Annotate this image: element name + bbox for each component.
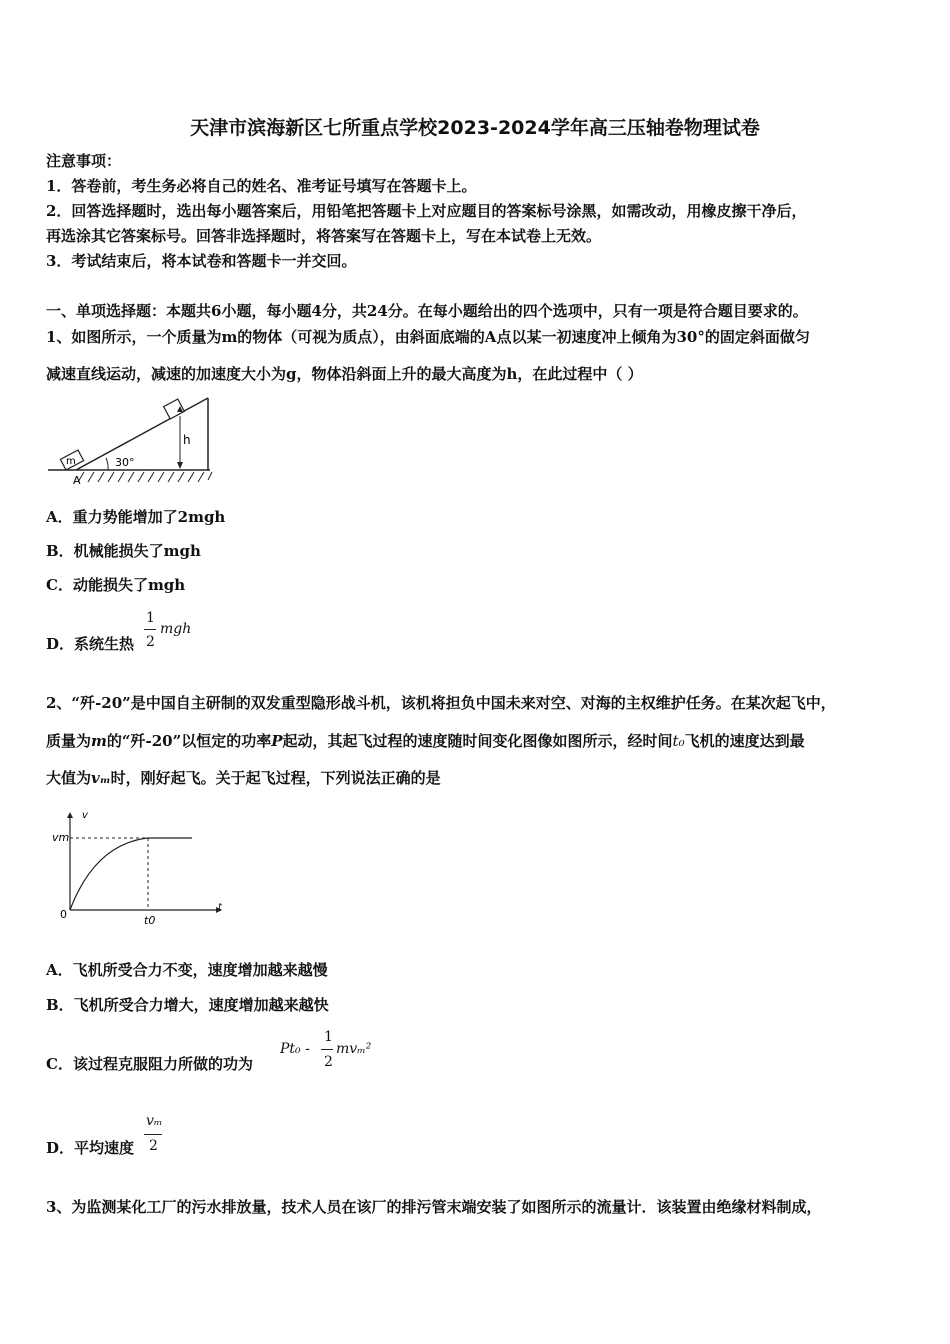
- q1-option-b: B．机械能损失了mgh: [46, 542, 201, 560]
- q1-d-denominator: 2: [146, 634, 155, 650]
- q2-c-leading: Pt₀ -: [280, 1041, 310, 1057]
- q2-var-vm: vₘ: [91, 769, 111, 787]
- q2-text: 大值为: [46, 769, 92, 787]
- q2-option-b: B．飞机所受合力增大，速度增加越来越快: [46, 996, 329, 1014]
- q2-option-a: A．飞机所受合力不变，速度增加越来越慢: [46, 961, 328, 979]
- height-label: h: [183, 433, 191, 447]
- q1-d-numerator: 1: [146, 610, 155, 626]
- q2-text: 的“歼-20”以恒定的功率: [106, 732, 272, 750]
- q2-option-d: D．平均速度: [46, 1139, 135, 1157]
- mass-label: m: [66, 456, 76, 467]
- origin-label: 0: [60, 908, 67, 921]
- q2-text: 飞机的速度达到最: [684, 732, 805, 750]
- q2-d-denominator: 2: [149, 1138, 158, 1154]
- notes-heading: 注意事项：: [46, 152, 122, 170]
- q1-option-d: D．系统生热: [46, 635, 135, 653]
- velocity-time-graph: [50, 806, 230, 928]
- fraction-bar: [144, 629, 156, 630]
- angle-label: 30°: [115, 456, 135, 469]
- t0-label: t0: [144, 914, 156, 927]
- q1-option-a: A．重力势能增加了2mgh: [46, 508, 226, 526]
- point-label: A: [73, 474, 81, 487]
- section-heading: 一、单项选择题：本题共6小题，每小题4分，共24分。在每小题给出的四个选项中，只有一项是符合题目要求的。: [46, 302, 808, 320]
- q2-var-p: P: [271, 732, 283, 750]
- q1-option-c: C．动能损失了mgh: [46, 576, 186, 594]
- q2-text: 时，刚好起飞。关于起飞过程，下列说法正确的是: [110, 769, 441, 787]
- y-axis-label: v: [82, 810, 88, 821]
- q2-d-numerator: vₘ: [146, 1113, 163, 1129]
- notes-item: 1．答卷前，考生务必将自己的姓名、准考证号填写在答题卡上。: [46, 177, 477, 195]
- q1-stem-line: 1、如图所示，一个质量为m的物体（可视为质点），由斜面底端的A点以某一初速度冲上倾角为30°的固定斜面做匀: [46, 328, 810, 346]
- q2-c-numerator: 1: [324, 1029, 333, 1045]
- page-title: 天津市滨海新区七所重点学校2023-2024学年高三压轴卷物理试卷: [190, 117, 760, 139]
- fraction-bar: [144, 1134, 162, 1135]
- q2-c-denominator: 2: [324, 1054, 333, 1070]
- q1-stem-line: 减速直线运动，减速的加速度大小为g，物体沿斜面上升的最大高度为h，在此过程中（ ）: [46, 365, 643, 383]
- q2-option-c: C．该过程克服阻力所做的功为: [46, 1055, 253, 1073]
- q2-stem-line: 2、“歼-20”是中国自主研制的双发重型隐形战斗机，该机将担负中国未来对空、对海的主权维护任务。在某次起飞中，: [46, 694, 836, 712]
- notes-item: 再选涂其它答案标号。回答非选择题时，将答案写在答题卡上，写在本试卷上无效。: [46, 227, 602, 245]
- q2-stem-line: [46, 768, 441, 788]
- q2-stem-line: [46, 731, 805, 751]
- notes-item: 2．回答选择题时，选出每小题答案后，用铅笔把答题卡上对应题目的答案标号涂黑，如需改动，用橡皮擦干净后，: [46, 202, 807, 220]
- vm-label: vm: [52, 831, 70, 844]
- incline-figure: [46, 392, 218, 488]
- fraction-bar: [321, 1049, 333, 1050]
- x-axis-label: t: [218, 902, 222, 913]
- notes-item: 3．考试结束后，将本试卷和答题卡一并交回。: [46, 252, 357, 270]
- q2-c-tail: mvₘ²: [336, 1041, 372, 1057]
- q2-var-t0: t₀: [672, 732, 685, 750]
- q2-var-m: m: [91, 732, 107, 750]
- q2-text: 质量为: [46, 732, 92, 750]
- q3-stem-line: 3、为监测某化工厂的污水排放量，技术人员在该厂的排污管末端安装了如图所示的流量计．该装置由绝缘材料制成，: [46, 1198, 822, 1216]
- q1-d-expression: mgh: [160, 621, 192, 637]
- q2-text: 起动，其起飞过程的速度随时间变化图像如图所示，经时间: [282, 732, 673, 750]
